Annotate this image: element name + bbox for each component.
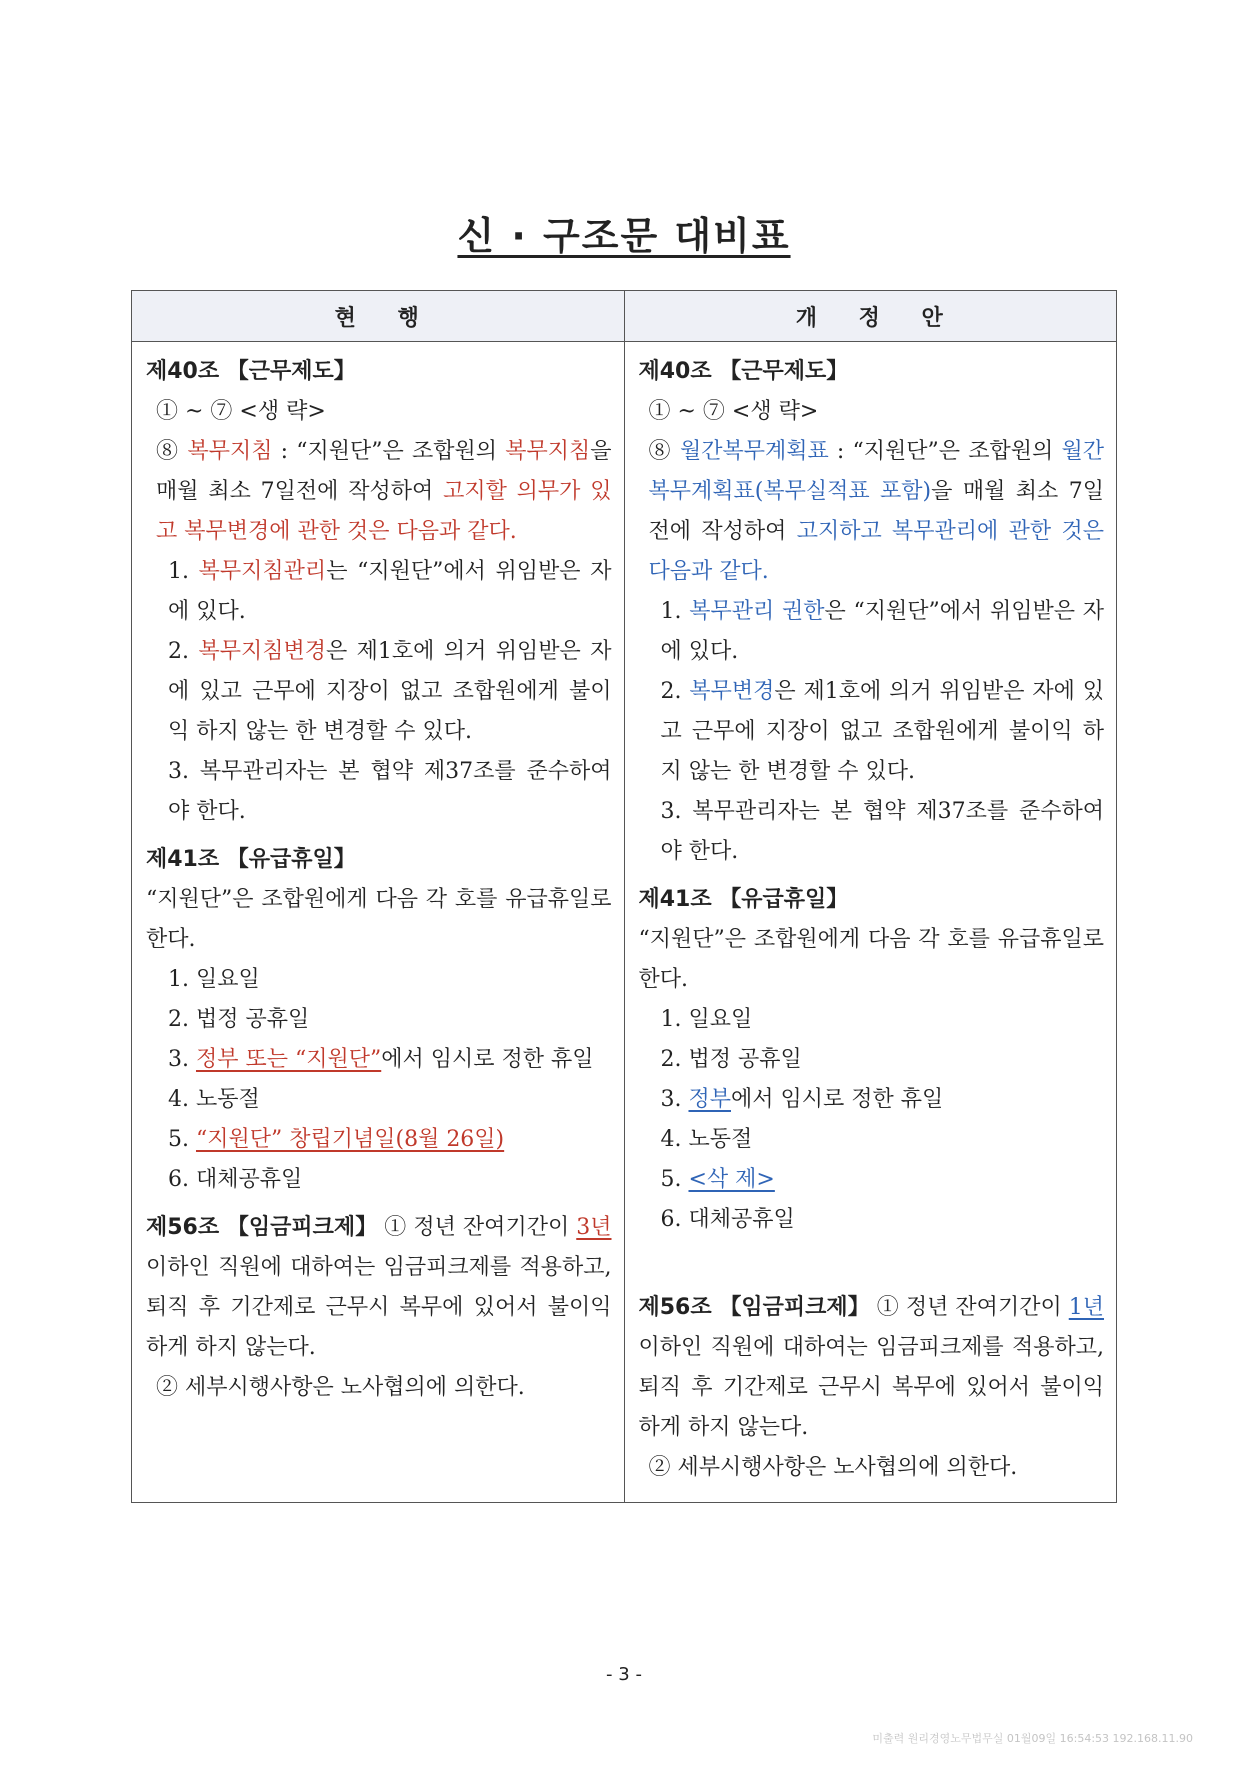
article-40-item-3: 3. 복무관리자는 본 협약 제37조를 준수하여야 한다. [168,759,612,824]
page-number: - 3 - [606,1664,642,1685]
article-41-item-3: 3. 정부 또는 “지원단”에서 임시로 정한 휴일 [168,1047,594,1072]
article-40-para-8: ⑧ 복무지침 : “지원단”은 조합원의 복무지침을 매월 최소 7일전에 작성하여 고지할 의무가 있고 복무변경에 관한 것은 다음과 같다. [156,439,612,544]
article-41-intro: “지원단”은 조합원에게 다음 각 호를 유급휴일로 한다. [146,887,612,952]
article-41-item-1: 1. 일요일 [660,1007,753,1032]
article-41-title: 제41조 【유급휴일】 [638,887,849,912]
article-40-title: 제40조 【근무제도】 [638,359,849,384]
article-41-item-1: 1. 일요일 [168,967,260,992]
article-41-item-5: 5. <삭 제> [660,1167,775,1192]
article-41-item-4: 4. 노동절 [660,1127,753,1152]
article-40-item-1: 1. 복무관리 권한은 “지원단”에서 위임받은 자에 있다. [660,599,1104,664]
article-41-item-5: 5. “지원단” 창립기념일(8월 26일) [168,1127,505,1152]
header-proposed: 개 정 안 [624,291,1117,342]
article-56-para-2: ② 세부시행사항은 노사협의에 의한다. [648,1455,1018,1480]
article-40-para-1-7: ① ~ ⑦ <생 략> [156,399,326,424]
document-title: 신 · 구조문 대비표 [457,214,791,258]
proposed-column [624,342,1117,1503]
article-40-para-8: ⑧ 월간복무계획표 : “지원단”은 조합원의 월간복무계획표(복무실적표 포함)을 매월 최소 7일전에 작성하여 고지하고 복무관리에 관한 것은 다음과 같다. [648,439,1105,584]
article-56-para-2: ② 세부시행사항은 노사협의에 의한다. [156,1375,525,1400]
comparison-table [131,290,1117,1503]
article-40-para-1-7: ① ~ ⑦ <생 략> [648,399,819,424]
article-40-item-1: 1. 복무지침관리는 “지원단”에서 위임받은 자에 있다. [168,559,612,624]
article-41-item-3: 3. 정부에서 임시로 정한 휴일 [660,1087,944,1112]
article-56-para-1: 제56조 【임금피크제】 ① 정년 잔여기간이 1년 이하인 직원에 대하여는 임금피크제를 적용하고, 퇴직 후 기간제로 근무시 복무에 있어서 불이익하게 하지 않는다. [638,1295,1104,1440]
article-41-item-2: 2. 법정 공휴일 [660,1047,802,1072]
article-56-para-1: 제56조 【임금피크제】 ① 정년 잔여기간이 3년 이하인 직원에 대하여는 임금피크제를 적용하고, 퇴직 후 기간제로 근무시 복무에 있어서 불이익하게 하지 않는다. [146,1215,612,1360]
article-41-item-6: 6. 대체공휴일 [168,1167,303,1192]
article-41-intro: “지원단”은 조합원에게 다음 각 호를 유급휴일로 한다. [638,927,1104,992]
article-41-item-2: 2. 법정 공휴일 [168,1007,310,1032]
article-40-item-3: 3. 복무관리자는 본 협약 제37조를 준수하여야 한다. [660,799,1104,864]
article-40-item-2: 2. 복무지침변경은 제1호에 의거 위임받은 자에 있고 근무에 지장이 없고 조합원에게 불이익 하지 않는 한 변경할 수 있다. [168,639,612,744]
article-41-item-6: 6. 대체공휴일 [660,1207,795,1232]
article-40-item-2: 2. 복무변경은 제1호에 의거 위임받은 자에 있고 근무에 지장이 없고 조합원에게 불이익 하지 않는 한 변경할 수 있다. [660,679,1104,784]
footer-stamp: 미출력 원리경영노무법무실 01월09일 16:54:53 192.168.11.90 [872,1732,1193,1745]
header-current: 현 행 [132,291,625,342]
article-41-title: 제41조 【유급휴일】 [146,847,356,872]
article-40-title: 제40조 【근무제도】 [146,359,356,384]
current-column [132,342,625,1503]
article-41-item-4: 4. 노동절 [168,1087,260,1112]
